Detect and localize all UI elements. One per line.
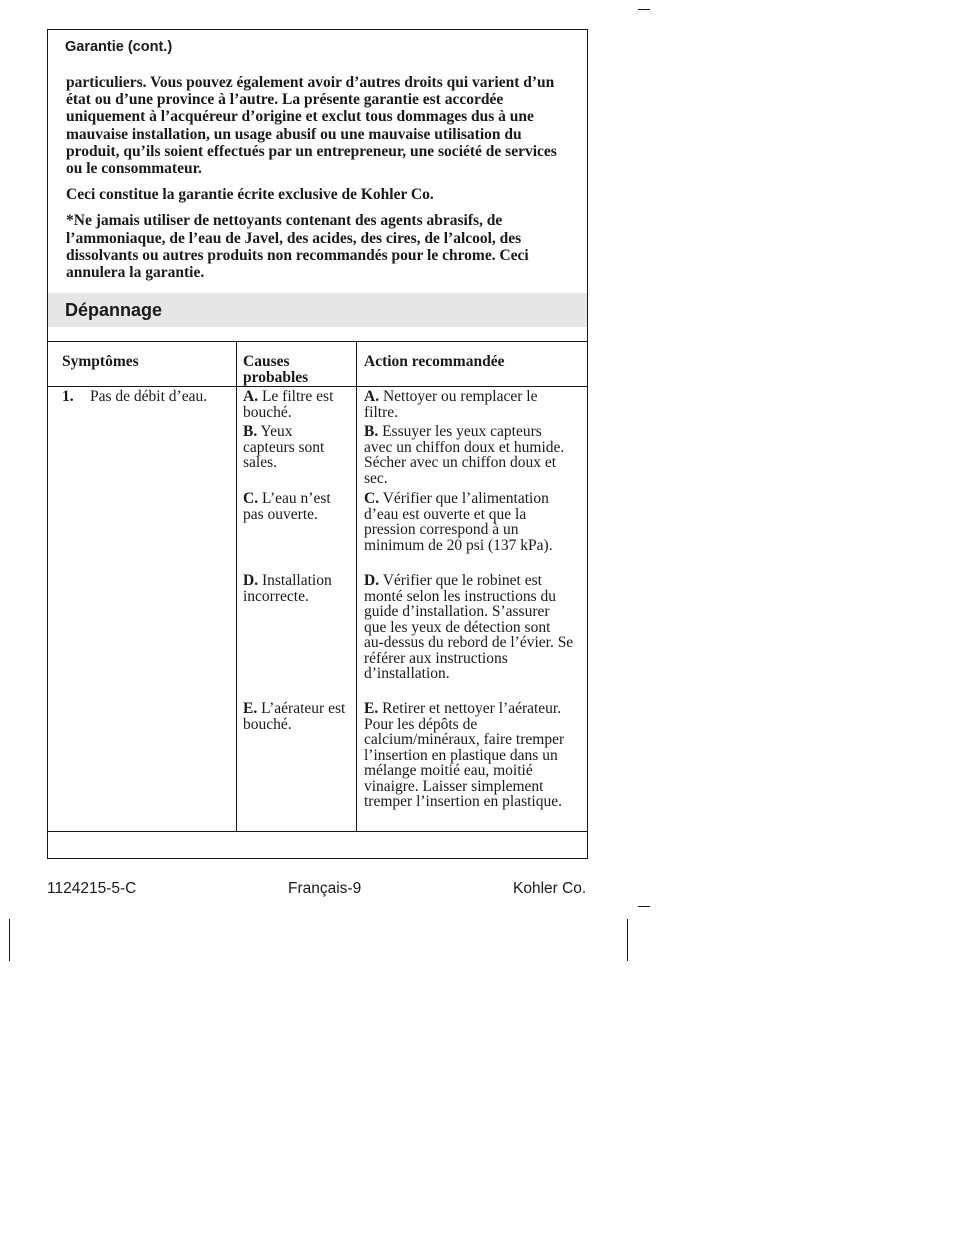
crop-mark	[9, 919, 10, 961]
symptoms-column-header: Symptômes	[62, 353, 139, 370]
warranty-paragraph-rights: particuliers. Vous pouvez également avoir d’autres droits qui varient d’un état ou d’une province à l’autre. La présente garantie est accordée uniquement à l’acquéreur d’origine et exclut tous dommages dus à une mauvaise installation, un usage abusif ou une mauvaise utilisation du produit, qu’ils soient effectués par un entrepreneur, une société de services ou le consommateur.	[66, 74, 557, 178]
causes-column-header: Causes probables	[243, 353, 309, 386]
cause-a: A. Le filtre est bouché.	[243, 388, 334, 421]
page-number: Français-9	[288, 880, 362, 897]
action-e: E. Retirer et nettoyer l’aérateur. Pour les dépôts de calcium/minéraux, faire tremper l’insertion en plastique dans un mélange moitié eau, moitié vinaigre. Laisser simplement tremper l’insertion en plastique.	[364, 700, 565, 810]
column-divider	[356, 342, 357, 831]
symptom-number: 1.	[62, 388, 74, 405]
cause-b: B. Yeux capteurs sont sales.	[243, 423, 325, 471]
action-column-header: Action recommandée	[364, 353, 505, 370]
troubleshooting-table	[47, 341, 588, 832]
cause-d: D. Installation incorrecte.	[243, 572, 332, 605]
column-divider	[236, 342, 237, 831]
warranty-paragraph-cleaning-notice: *Ne jamais utiliser de nettoyants contenant des agents abrasifs, de l’ammoniaque, de l’eau de Javel, des acides, des cires, de l’alcool, des dissolvants ou autres produits non recommandés pour le chrome. Ceci annulera la garantie.	[66, 212, 529, 282]
warranty-heading: Garantie (cont.)	[65, 39, 173, 55]
crop-mark	[627, 919, 628, 961]
action-c: C. Vérifier que l’alimentation d’eau est ouverte et que la pression correspond à un minimum de 20 psi (137 kPa).	[364, 490, 553, 554]
troubleshooting-title: Dépannage	[65, 300, 163, 320]
warranty-troubleshooting-panel	[47, 29, 588, 859]
troubleshooting-section-header	[48, 293, 587, 327]
crop-mark	[638, 9, 650, 10]
warranty-text	[66, 74, 571, 290]
symptom-text: Pas de débit d’eau.	[90, 388, 208, 405]
action-a: A. Nettoyer ou remplacer le filtre.	[364, 388, 538, 421]
crop-mark	[638, 906, 650, 907]
action-d: D. Vérifier que le robinet est monté selon les instructions du guide d’installation. S’assurer que les yeux de détection sont au-dessus du rebord de l’évier. Se référer aux instructions d’installation.	[364, 572, 574, 682]
document-number: 1124215-5-C	[47, 880, 137, 897]
cause-c: C. L’eau n’est pas ouverte.	[243, 490, 331, 523]
action-b: B. Essuyer les yeux capteurs avec un chiffon doux et humide. Sécher avec un chiffon doux et sec.	[364, 423, 565, 487]
header-row-divider	[48, 386, 587, 387]
warranty-paragraph-exclusive: Ceci constitue la garantie écrite exclusive de Kohler Co.	[66, 186, 434, 204]
company-name: Kohler Co.	[513, 880, 587, 897]
cause-e: E. L’aérateur est bouché.	[243, 700, 346, 733]
